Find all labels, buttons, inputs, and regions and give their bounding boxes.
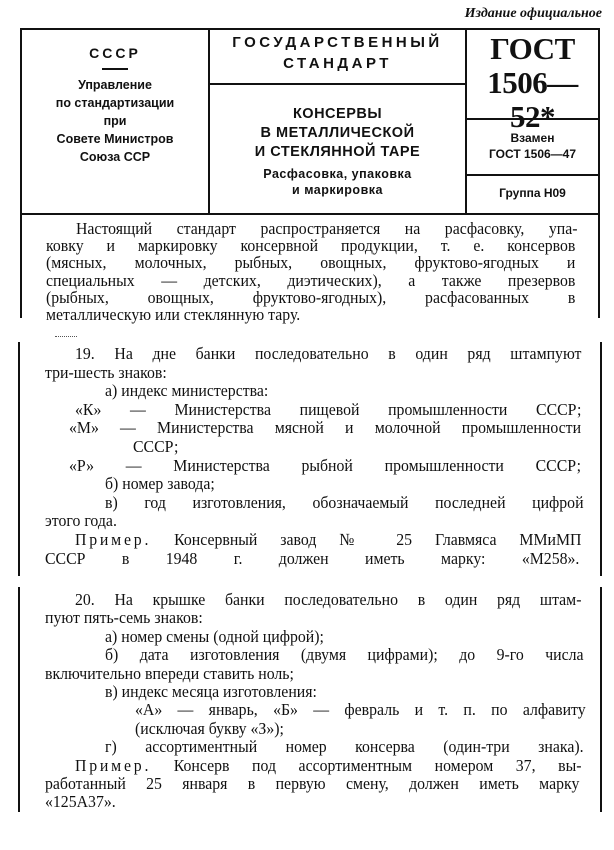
s20-text-line: 20. На крышке банки последовательно в один ряд штам-	[75, 590, 582, 609]
s20-text-line: «А» — январь, «Б» — февраль и т. п. по алфавиту	[135, 700, 586, 720]
s20-text-line: включительно впереди ставить ноль;	[45, 663, 294, 683]
s19-text-line: «Р» — Министерства рыбной промышленности СССР;	[69, 455, 582, 475]
standard-type	[210, 30, 465, 85]
replaces-code: ГОСТ 1506—47	[488, 147, 577, 161]
intro-text-line: (мясных, молочных, рыбных, овощных, фруктово-ягодных и	[46, 253, 576, 273]
type-line: ГОСУДАРСТВЕННЫЙ	[232, 34, 443, 51]
org-line: Управление	[78, 77, 152, 92]
s19-text-line: «М» — Министерства мясной и молочной промышленности	[69, 418, 582, 438]
s19-text-line: СССР;	[133, 437, 179, 456]
s19-text-line: этого года.	[45, 511, 117, 531]
s20-text-line: «125А37».	[45, 792, 116, 812]
s19-text-line: б) номер завода;	[105, 474, 215, 494]
intro-text-line: специальных — детских, диэтических), а также презервов	[46, 270, 576, 290]
s19-text-line: а) индекс министерства:	[105, 381, 269, 401]
s19-text-line: 19. На дне банки последовательно в один ряд штампуют	[75, 344, 582, 363]
standard-title	[210, 85, 465, 198]
org-line: Союза ССР	[79, 149, 151, 164]
s20-text-line: (исключая букву «З»);	[135, 718, 284, 738]
s20-text-line: в) индекс месяца изготовления:	[105, 682, 317, 701]
org-line: при	[103, 113, 127, 128]
subtitle-line: Расфасовка, упаковка	[263, 167, 412, 181]
s20-text-line: а) номер смены (одной цифрой);	[105, 626, 324, 646]
intro-text-line: ковку и маркировку консервной продукции, т. е. консервов	[46, 236, 576, 256]
org-line: по стандартизации	[55, 95, 175, 110]
s20-text-line: б) дата изготовления (двумя цифрами); до 9-го числа	[105, 645, 584, 665]
standard-header	[20, 28, 600, 215]
gost-column	[467, 30, 598, 213]
title-line: КОНСЕРВЫ	[292, 106, 383, 122]
divider	[102, 68, 128, 70]
s19-text-line: Пример. Консервный завод № 25 Главмяса ММиМП	[75, 530, 582, 549]
s20-text-line: г) ассортиментный номер консерва (один-три знака).	[105, 737, 584, 757]
intro-text-line: металлическую или стеклянную тару.	[46, 305, 301, 324]
subtitle	[210, 166, 465, 198]
section-20	[18, 587, 602, 812]
edition-note: Издание официальное	[464, 6, 602, 21]
gost-number	[467, 30, 598, 134]
s20-text-line: пуют пять-семь знаков:	[45, 608, 203, 628]
intro-text-line: (рыбных, овощных, фруктово-ягодных), расфасованных в	[46, 287, 576, 307]
country: СССР	[89, 45, 141, 61]
s20-text-line: Пример. Консерв под ассортиментным номером 37, вы-	[75, 755, 582, 775]
subtitle-line: и маркировка	[292, 183, 383, 197]
issuer-column	[22, 30, 210, 213]
type-line: СТАНДАРТ	[283, 55, 392, 72]
gost-label: ГОСТ	[490, 31, 575, 66]
intro-section	[20, 215, 600, 324]
s20-text-line: работанный 25 января в первую смену, должен иметь марку	[45, 774, 580, 793]
section-19	[18, 342, 602, 576]
replaces-label: Взамен	[510, 131, 555, 145]
intro-text-line: Настоящий стандарт распространяется на расфасовку, упа-	[76, 219, 578, 238]
s19-text-line: СССР в 1948 г. должен иметь марку: «М258».	[45, 548, 580, 568]
title-line: В МЕТАЛЛИЧЕСКОЙ	[260, 125, 415, 141]
group: Группа Н09	[499, 186, 566, 200]
org-line: Совете Министров	[56, 131, 174, 146]
s19-text-line: «К» — Министерства пищевой промышленности СССР;	[75, 399, 582, 419]
s19-text-line: в) год изготовления, обозначаемый последней цифрой	[105, 492, 584, 512]
gost-code: 1506—52*	[487, 65, 578, 134]
title-column	[210, 30, 467, 213]
title-line: И СТЕКЛЯННОЙ ТАРЕ	[254, 144, 421, 160]
divider	[55, 336, 77, 337]
s19-text-line: три-шесть знаков:	[45, 362, 167, 382]
